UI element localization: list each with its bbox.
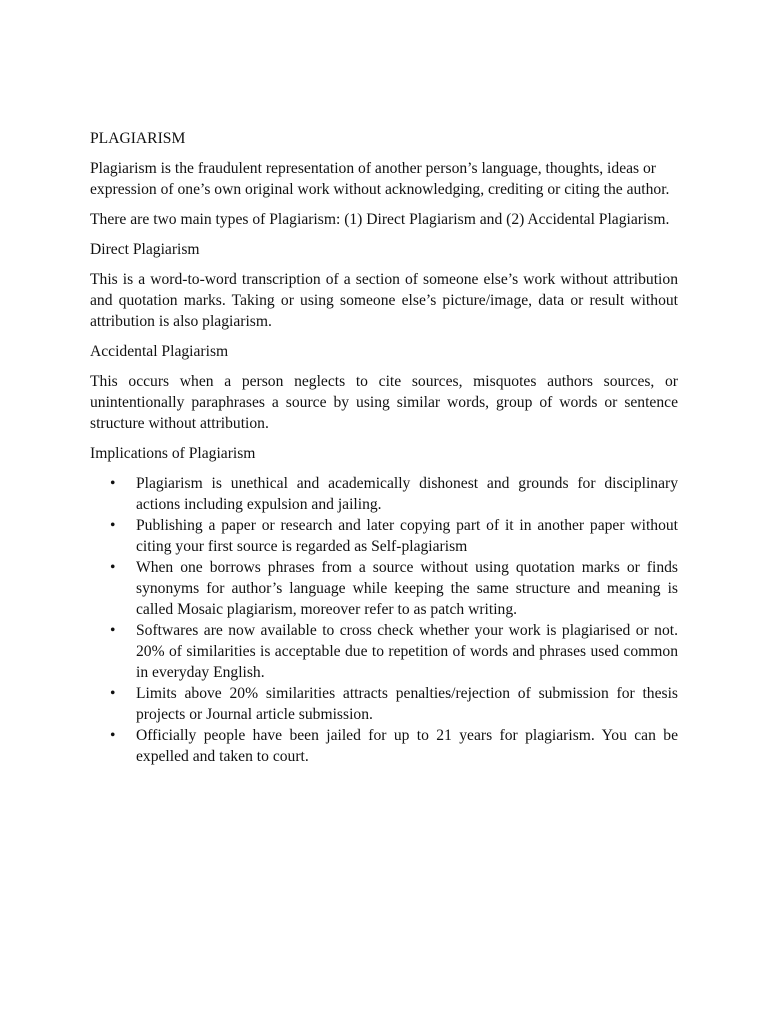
list-item (90, 725, 678, 767)
direct-plagiarism-paragraph: This is a word-to-word transcription of a section of someone else’s work without attribution and quotation marks. Taking or using someone else’s picture/image, data or result without attribution is also plagiarism. (90, 271, 678, 330)
definition-paragraph: Plagiarism is the fraudulent representation of another person’s language, thoughts, ideas or expression of one’s own original work without acknowledging, crediting or citing the author. (90, 160, 670, 198)
list-item-text: Softwares are now available to cross check whether your work is plagiarised or not. 20% of similarities is acceptable due to repetition of words and phrases used common in everyday English. (136, 622, 678, 681)
list-item (90, 515, 678, 557)
bullet-icon: • (110, 727, 116, 744)
list-item-text: Publishing a paper or research and later copying part of it in another paper without citing your first source is regarded as Self-plagiarism (136, 517, 678, 555)
accidental-plagiarism-paragraph: This occurs when a person neglects to cite sources, misquotes authors sources, or unintentionally paraphrases a source by using similar words, group of words or sentence structure without attribution. (90, 373, 678, 432)
list-item (90, 620, 678, 683)
bullet-icon: • (110, 517, 116, 534)
list-item-text: Officially people have been jailed for up to 21 years for plagiarism. You can be expelled and taken to court. (136, 727, 678, 765)
direct-plagiarism-heading: Direct Plagiarism (90, 241, 200, 258)
implications-heading: Implications of Plagiarism (90, 445, 256, 462)
document-title: PLAGIARISM (90, 130, 186, 147)
list-item-text: When one borrows phrases from a source without using quotation marks or finds synonyms for author’s language while keeping the same structure and meaning is called Mosaic plagiarism, moreover refer to as patch writing. (136, 559, 678, 618)
list-item (90, 557, 678, 620)
bullet-icon: • (110, 559, 116, 576)
bullet-icon: • (110, 622, 116, 639)
types-intro-paragraph: There are two main types of Plagiarism: (1) Direct Plagiarism and (2) Accidental Plagiarism. (90, 211, 670, 228)
document-page (90, 128, 678, 767)
bullet-icon: • (110, 475, 116, 492)
accidental-plagiarism-heading: Accidental Plagiarism (90, 343, 229, 360)
list-item (90, 683, 678, 725)
list-item-text: Plagiarism is unethical and academically dishonest and grounds for disciplinary actions including expulsion and jailing. (136, 475, 678, 513)
list-item-text: Limits above 20% similarities attracts penalties/rejection of submission for thesis projects or Journal article submission. (136, 685, 678, 723)
list-item (90, 473, 678, 515)
implications-list (90, 473, 678, 767)
bullet-icon: • (110, 685, 116, 702)
